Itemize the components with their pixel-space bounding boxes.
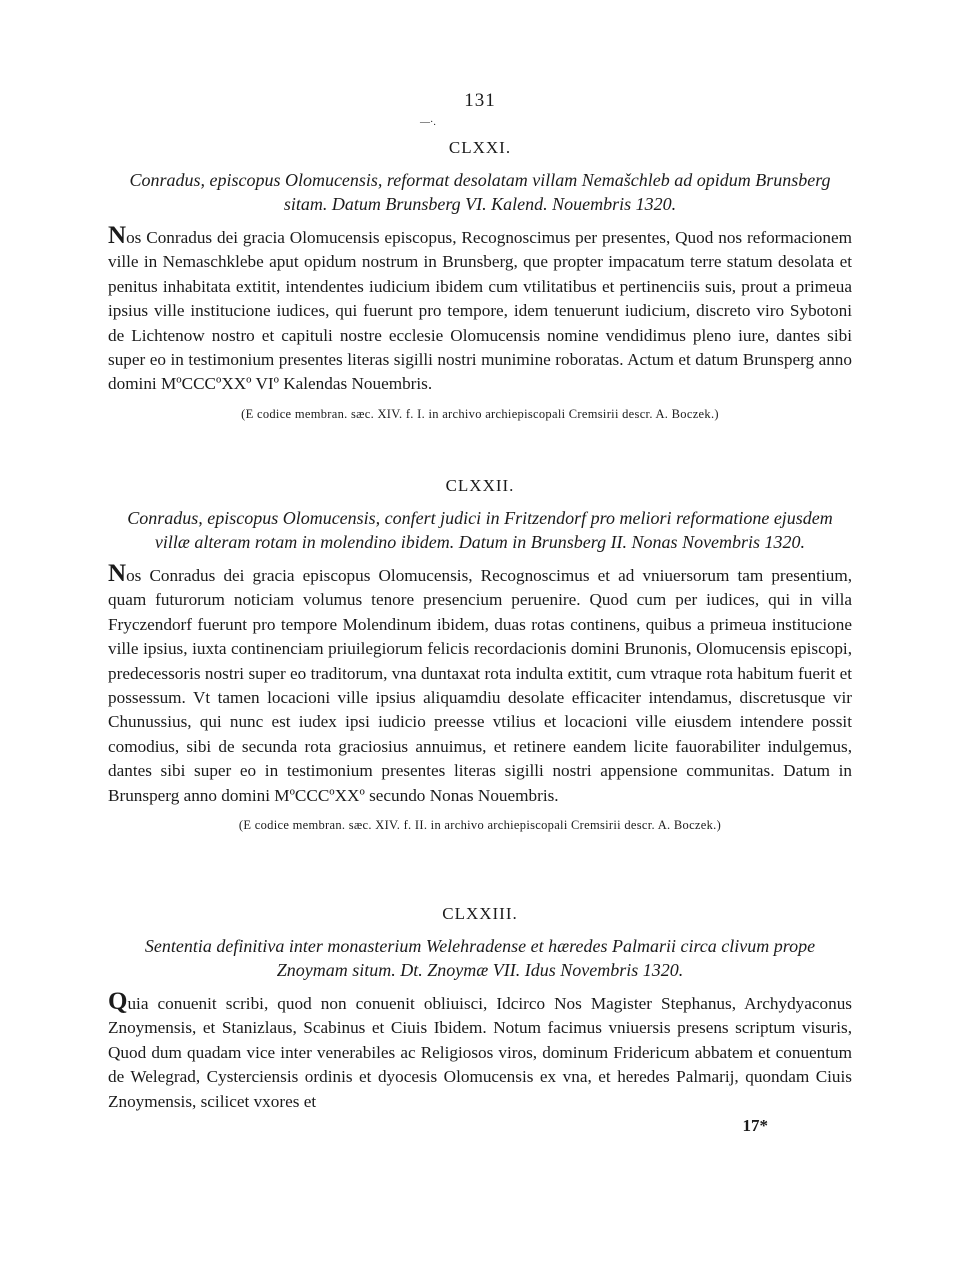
header-mark: —·. (420, 117, 436, 128)
body-text: os Conradus dei gracia episcopus Olomucensis, Recognoscimus et ad vniuersorum tam presentium, quam futurorum noticiam volumus tenore presencium peruenire. Quod cum per iudices, qui in villa Fryczendorf fuerunt pro tempore Molendinum ibidem, duas rotas continens, quibus a primeua institucione ville ipsius, iuxta continenciam priuilegiorum felicis recordacionis domini Brunonis, Olomucensis episcopi, predecessoris nostri super eo traditorum, vna duntaxat rota indulta extitit, cum vtraque rota habitum fuerit et possessum. Vt tamen locacioni ville ipsius aliquamdiu desolate efficaciter intendamus, discretusque vir Chunussius, qui nunc est iudex ipsi iudicio preesse vtilius et locacioni ville eiusdem intendere possit comodius, sibi de secunda rota graciosius annuimus, et retinere eandem licite fauorabiliter indulgemus, dantes sibi super eo in testimonium presentes literas sigilli nostri appensione communitas. Datum in Brunsperg anno domini MºCCCºXXº secundo Nonas Nouembris. (108, 566, 852, 805)
initial-letter: N (108, 222, 127, 249)
document-number: CLXXI. (448, 138, 512, 157)
folio-mark: 17* (742, 1116, 768, 1135)
document-summary: Sententia definitiva inter monasterium Welehradense et hæredes Palmarii circa clivum prope Znoymam situm. Dt. Znoymæ VII. Idus Novembris 1320. (144, 936, 816, 980)
page-number: 131 (464, 90, 496, 111)
document-number: CLXXIII. (442, 904, 518, 923)
document-number: CLXXII. (445, 476, 515, 495)
body-text: uia conuenit scribi, quod non conuenit obliuisci, Idcirco Nos Magister Stephanus, Archydyaconus Znoymensis, et Stanizlaus, Scabinus et Ciuis Ibidem. Notum facimus vniuersis presens scriptum visuris, Quod dum quadam vice inter venerabiles ac Religiosos viros, dominum Fridericum abbatem et conuentum de Welegrad, Cysterciensis ordinis et dyocesis Olomucensis ex vna, et heredes Palmarij, quondam Ciuis Znoymensis, scilicet vxores et (108, 994, 852, 1111)
document-summary: Conradus, episcopus Olomucensis, reformat desolatam villam Nemašchleb ad opidum Brunsberg sitam. Datum Brunsberg VI. Kalend. Nouembris 1320. (129, 170, 831, 214)
document-entry (108, 904, 852, 1114)
body-text: os Conradus dei gracia Olomucensis episcopus, Recognoscimus per presentes, Quod nos reformacionem ville in Nemaschklebe aput opidum nostrum in Brunsberg, que propter impacatum terre statum desolata et penitus inhabitata extitit, intendentes iudicium ibidem cum vtilitatibus et pertinenciis suis, prout a primeua ipsius ville institucione iudices, qui fuerunt pro tempore, idem tenuerunt iudicium, discreto viro Sybotoni de Lichtenow nostro et capituli nostre ecclesie Olomucensis nomine vendidimus pleno iure, dantes sibi super eo in testimonium presentes literas sigilli nostri munimine roboratas. Actum et datum Brunsperg anno domini MºCCCºXXº VIº Kalendas Nouembris. (108, 228, 852, 394)
document-summary: Conradus, episcopus Olomucensis, confert judici in Fritzendorf pro meliori reformatione ejusdem villæ alteram rotam in molendino ibidem. Datum in Brunsberg II. Nonas Novembris 1320. (127, 508, 833, 552)
document-body (108, 988, 852, 1114)
initial-letter: N (108, 560, 127, 587)
document-body (108, 222, 852, 397)
document-body (108, 560, 852, 808)
source-note: (E codice membran. sæc. XIV. f. I. in archivo archiepiscopali Cremsirii descr. A. Boczek.) (241, 406, 719, 421)
document-entry (108, 138, 852, 423)
initial-letter: Q (108, 988, 128, 1015)
source-note: (E codice membran. sæc. XIV. f. II. in archivo archiepiscopali Cremsirii descr. A. Boczek.) (238, 818, 722, 833)
document-entry (108, 476, 852, 834)
